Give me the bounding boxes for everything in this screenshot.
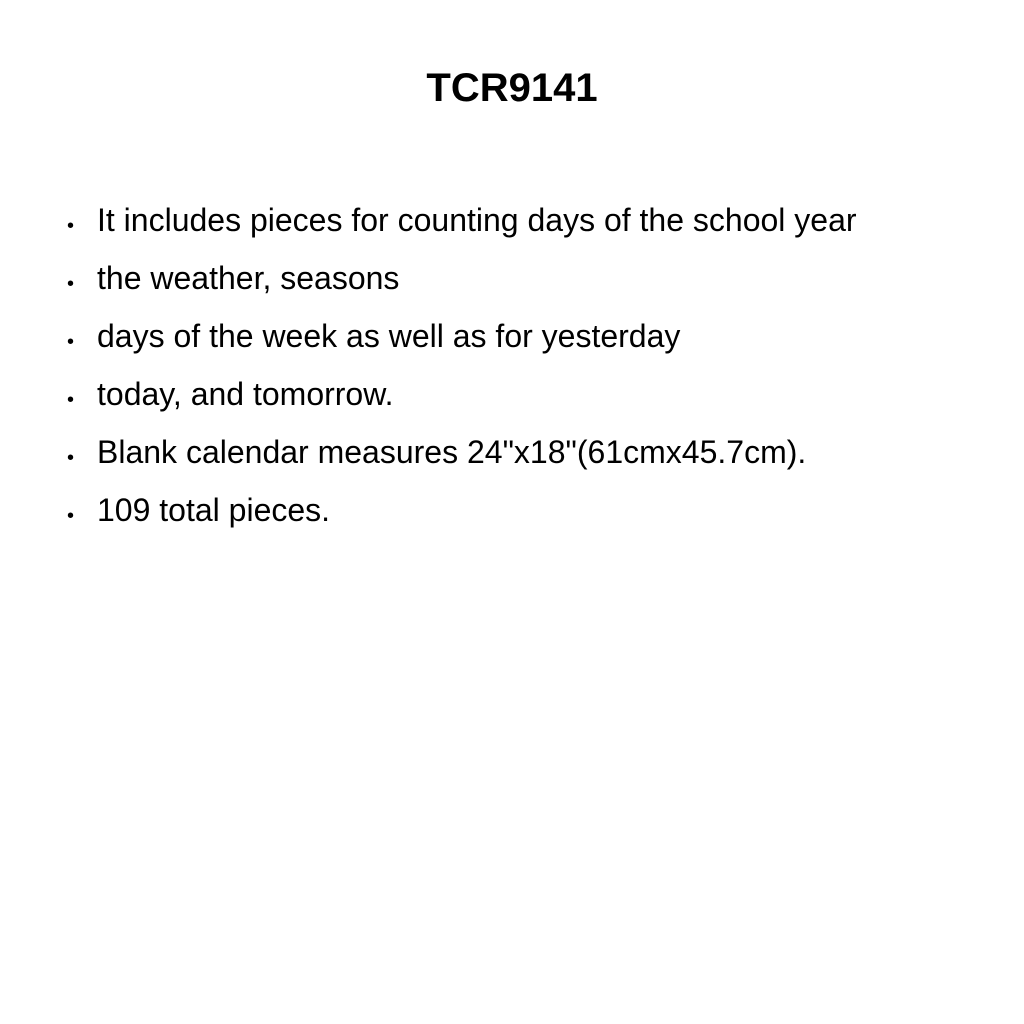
bullet-text: the weather, seasons bbox=[97, 260, 400, 296]
bullet-dot-icon: • bbox=[67, 331, 75, 353]
bullet-text: days of the week as well as for yesterday bbox=[97, 318, 681, 354]
bullet-dot-icon: • bbox=[67, 505, 75, 527]
bullet-dot-icon: • bbox=[67, 447, 75, 469]
bullet-dot-icon: • bbox=[67, 215, 75, 237]
bullet-item bbox=[60, 196, 940, 244]
bullet-dot-icon: • bbox=[67, 389, 75, 411]
bullet-item bbox=[60, 370, 940, 418]
bullet-item bbox=[60, 312, 940, 360]
bullet-text: Blank calendar measures 24"x18"(61cmx45.7cm). bbox=[97, 434, 807, 470]
bullet-item bbox=[60, 486, 940, 534]
bullet-list bbox=[60, 196, 940, 544]
bullet-text: It includes pieces for counting days of the school year bbox=[97, 202, 857, 238]
slide-title: TCR9141 bbox=[426, 66, 598, 110]
bullet-item bbox=[60, 428, 940, 476]
bullet-dot-icon: • bbox=[67, 273, 75, 295]
bullet-text: today, and tomorrow. bbox=[97, 376, 394, 412]
bullet-text: 109 total pieces. bbox=[97, 492, 331, 528]
bullet-item bbox=[60, 254, 940, 302]
